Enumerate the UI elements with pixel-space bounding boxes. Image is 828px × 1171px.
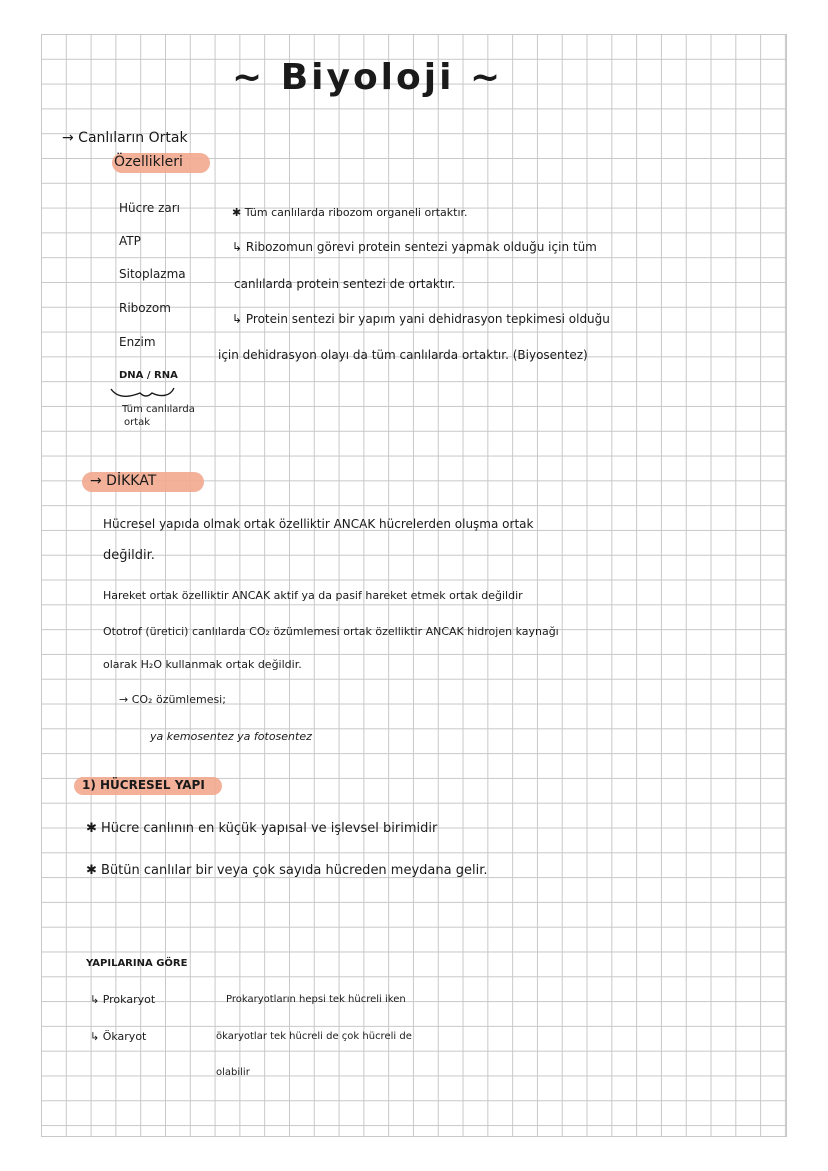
section2-line: ✱ Bütün canlılar bir veya çok sayıda hücreden meydana gelir. (86, 863, 488, 878)
type-name: ↳ Ökaryot (90, 1030, 147, 1043)
grid-paper (41, 34, 787, 1137)
dikkat-line: ya kemosentez ya fotosentez (150, 730, 312, 743)
dikkat-label: → DİKKAT (90, 473, 157, 489)
list-item: ATP (119, 234, 141, 248)
note-line: ↳ Ribozomun görevi protein sentezi yapmak olduğu için tüm (232, 240, 597, 254)
page-title: ~ Biyoloji ~ (232, 57, 504, 98)
dikkat-line: olarak H₂O kullanmak ortak değildir. (103, 658, 302, 671)
section1-heading-line2: Özellikleri (114, 154, 183, 170)
type-name: ↳ Prokaryot (90, 993, 156, 1006)
list-item: Enzim (119, 335, 156, 349)
dikkat-line: → CO₂ özümlemesi; (119, 693, 226, 706)
note-line: ✱ Tüm canlılarda ribozom organeli ortaktır. (232, 206, 468, 219)
list-item: DNA / RNA (119, 370, 178, 381)
dikkat-line: değildir. (103, 548, 155, 563)
dikkat-line: Hücresel yapıda olmak ortak özelliktir ANCAK hücrelerden oluşma ortak (103, 517, 534, 531)
list-item: Hücre zarı (119, 201, 181, 215)
note-line: için dehidrasyon olayı da tüm canlılarda ortaktır. (Biyosentez) (218, 348, 588, 362)
section2-line: ✱ Hücre canlının en küçük yapısal ve işlevsel birimidir (86, 821, 438, 836)
type-desc: ökaryotlar tek hücreli de çok hücreli de (216, 1031, 412, 1042)
note-line: canlılarda protein sentezi de ortaktır. (234, 277, 456, 291)
note-line: ↳ Protein sentezi bir yapım yani dehidrasyon tepkimesi olduğu (232, 312, 610, 326)
list-item: Sitoplazma (119, 267, 186, 281)
type-desc-tail: olabilir (216, 1067, 250, 1078)
brace-note-line1: Tüm canlılarda (122, 404, 195, 415)
section2-subheading: YAPILARINA GÖRE (86, 958, 188, 969)
type-desc: Prokaryotların hepsi tek hücreli iken (226, 994, 406, 1005)
curly-brace-icon (108, 385, 178, 405)
dikkat-line: Hareket ortak özelliktir ANCAK aktif ya da pasif hareket etmek ortak değildir (103, 589, 523, 602)
brace-note-line2: ortak (124, 417, 151, 428)
list-item: Ribozom (119, 301, 171, 315)
dikkat-line: Ototrof (üretici) canlılarda CO₂ özümlemesi ortak özelliktir ANCAK hidrojen kaynağı (103, 625, 559, 638)
section2-heading: 1) HÜCRESEL YAPI (82, 778, 205, 792)
section1-heading-line1: → Canlıların Ortak (62, 130, 188, 146)
